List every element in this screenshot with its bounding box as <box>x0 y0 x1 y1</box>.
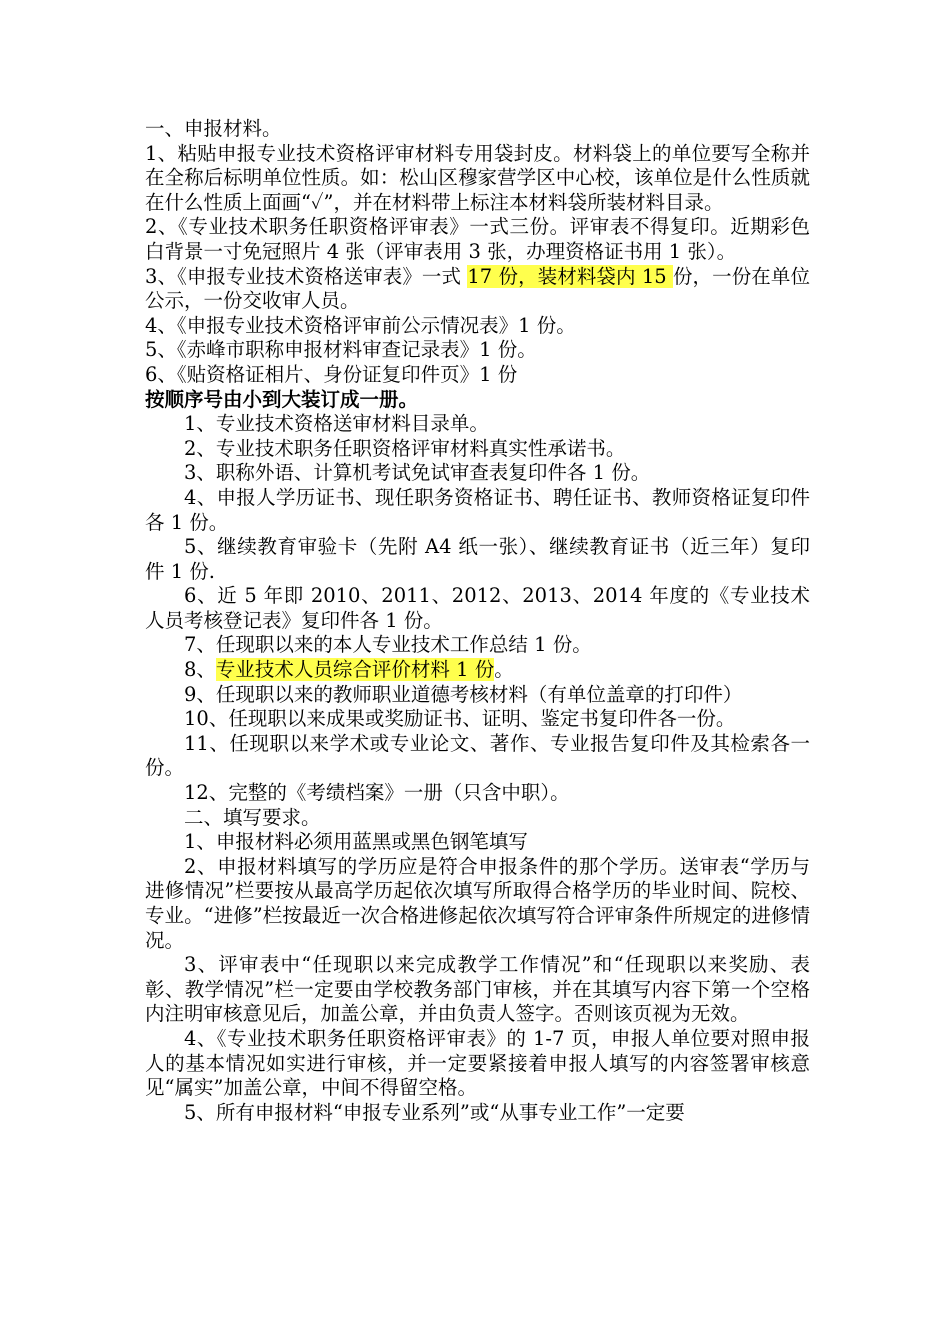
material-item-5: 5、《赤峰市职称申报材料审查记录表》1 份。 <box>145 338 537 362</box>
material-item-3-text: 3、《申报专业技术资格送审表》一式 <box>145 264 468 288</box>
material-item-1: 1、粘贴申报专业技术资格评审材料专用袋封皮。材料袋上的单位要写全称并在全称后标明单位性质。如：松山区穆家营学区中心校，该单位是什么性质就在什么性质上面画“✓”，并在材料带上标注本材料袋所装材料目录。 <box>145 141 810 214</box>
binding-item-11: 11、任现职以来学术或专业论文、著作、专业报告复印件及其检索各一份。 <box>145 731 810 780</box>
binding-order-heading: 按顺序号由小到大装订成一册。 <box>145 387 419 411</box>
binding-item-10: 10、任现职以来成果或奖励证书、证明、鉴定书复印件各一份。 <box>184 707 736 731</box>
material-item-3-rest: 份，一份在单位公示，一份交收审人员。 <box>145 264 810 313</box>
section-heading-requirements: 二、填写要求。 <box>184 805 321 829</box>
binding-item-8-end: 。 <box>494 658 514 682</box>
binding-item-12: 12、完整的《考绩档案》一册（只含中职）。 <box>184 781 570 805</box>
binding-item-3: 3、职称外语、计算机考试免试审查表复印件各 1 份。 <box>184 461 651 485</box>
highlighted-count-text: 17 份，装材料袋内 15 <box>467 264 673 288</box>
section-heading-materials: 一、申报材料。 <box>145 117 282 140</box>
binding-item-7: 7、任现职以来的本人专业技术工作总结 1 份。 <box>184 633 592 657</box>
material-item-4: 4、《申报专业技术资格评审前公示情况表》1 份。 <box>145 313 576 337</box>
requirement-item-4: 4、《专业技术职务任职资格评审表》的 1-7 页，申报人单位要对照申报人的基本情况如实进行审核，并一定要紧接着申报人填写的内容签署审核意见“属实”加盖公章，中间不得留空格。 <box>145 1026 810 1100</box>
requirement-item-5: 5、所有申报材料“申报专业系列”或“从事专业工作”一定要 <box>184 1100 685 1124</box>
highlighted-evaluation-text: 专业技术人员综合评价材料 1 份 <box>215 658 495 682</box>
material-item-2: 2、《专业技术职务任职资格评审表》一式三份。评审表不得复印。近期彩色白背景一寸免冠照片 4 张（评审表用 3 张，办理资格证书用 1 张）。 <box>145 215 810 263</box>
binding-item-4: 4、申报人学历证书、现任职务资格证书、聘任证书、教师资格证复印件各 1 份。 <box>145 485 810 534</box>
requirement-item-3: 3、评审表中“任现职以来完成教学工作情况”和“任现职以来奖励、表彰、教学情况”栏一定要由学校教务部门审核，并在其填写内容下第一个空格内注明审核意见后，加盖公章，并由负责人签字。否则该页视为无效。 <box>145 953 810 1026</box>
binding-item-5: 5、继续教育审验卡（先附 A4 纸一张）、继续教育证书（近三年）复印件 1 份. <box>145 535 810 583</box>
binding-item-8 <box>145 658 810 683</box>
material-item-6: 6、《贴资格证相片、身份证复印件页》1 份 <box>145 362 518 386</box>
binding-item-2: 2、专业技术职务任职资格评审材料真实性承诺书。 <box>184 436 626 460</box>
document-page <box>145 117 810 1125</box>
requirement-item-2: 2、申报材料填写的学历应是符合申报条件的那个学历。送审表“学历与进修情况”栏要按从最高学历起依次填写所取得合格学历的毕业时间、院校、专业。“进修”栏按最近一次合格进修起依次填写符合评审条件所规定的进修情况。 <box>145 854 810 952</box>
requirement-item-1: 1、申报材料必须用蓝黑或黑色钢笔填写 <box>184 830 528 854</box>
binding-item-8-number: 8、 <box>184 658 216 682</box>
binding-item-6: 6、近 5 年即 2010、2011、2012、2013、2014 年度的《专业技术人员考核登记表》复印件各 1 份。 <box>145 584 810 632</box>
binding-item-9: 9、任现职以来的教师职业道德考核材料（有单位盖章的打印件） <box>184 682 743 706</box>
material-item-3 <box>145 265 810 314</box>
binding-item-1: 1、专业技术资格送审材料目录单。 <box>184 412 489 436</box>
